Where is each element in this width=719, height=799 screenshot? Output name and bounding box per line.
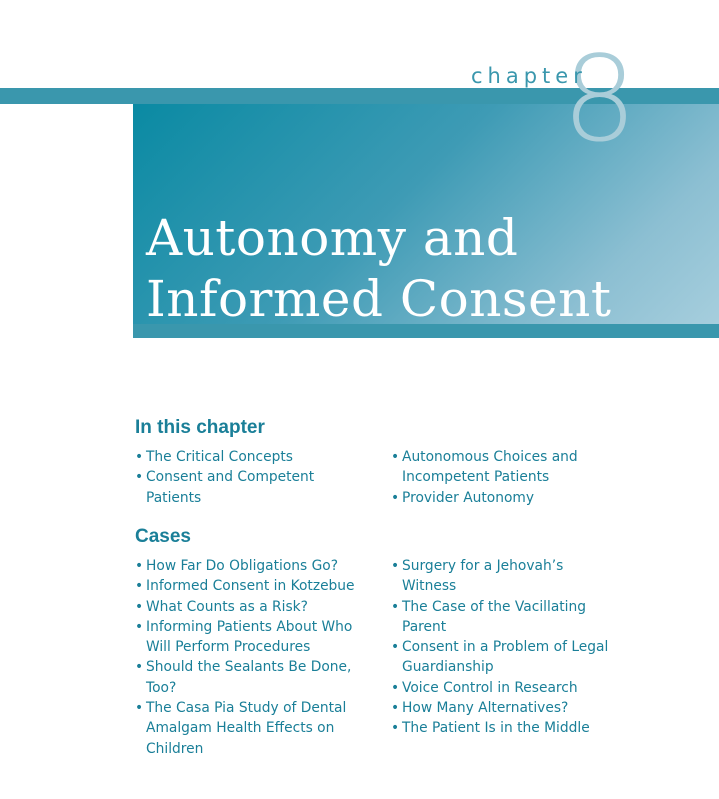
in-this-chapter-heading: In this chapter — [135, 417, 265, 438]
list-item: • Autonomous Choices and Incompetent Patients — [391, 449, 578, 486]
cases-list-left — [135, 556, 380, 759]
chapter-number: 8 — [562, 30, 638, 168]
list-item: • Consent and Competent Patients — [135, 469, 315, 506]
cases-heading: Cases — [135, 526, 191, 547]
chapter-label: chapter — [471, 64, 587, 88]
list-item: • Provider Autonomy — [391, 489, 535, 506]
list-item: • Informing Patients About Who Will Perform Procedures — [135, 618, 353, 656]
list-item: • How Many Alternatives? — [391, 700, 569, 717]
in-this-chapter-list-right — [391, 447, 591, 508]
list-item: • The Critical Concepts — [135, 449, 293, 465]
list-item: • Consent in a Problem of Legal Guardianship — [391, 639, 609, 676]
list-item: • The Casa Pia Study of Dental Amalgam Health Effects on Children — [135, 700, 347, 757]
list-item: • The Patient Is in the Middle — [391, 720, 590, 737]
chapter-title-line-1: Autonomy and — [146, 209, 519, 267]
list-item: • Should the Sealants Be Done, Too? — [135, 659, 352, 696]
chapter-title-line-2: Informed Consent — [146, 270, 612, 328]
list-item: • The Case of the Vacillating Parent — [391, 598, 587, 635]
list-item: • Informed Consent in Kotzebue — [135, 578, 355, 595]
list-item: • How Far Do Obligations Go? — [135, 558, 339, 574]
list-item: • Surgery for a Jehovah’s Witness — [391, 558, 564, 595]
list-item: • What Counts as a Risk? — [135, 598, 308, 615]
chapter-title — [146, 208, 611, 330]
cases-list-right — [391, 556, 619, 739]
in-this-chapter-list-left — [135, 447, 325, 508]
list-item: • Voice Control in Research — [391, 679, 578, 696]
